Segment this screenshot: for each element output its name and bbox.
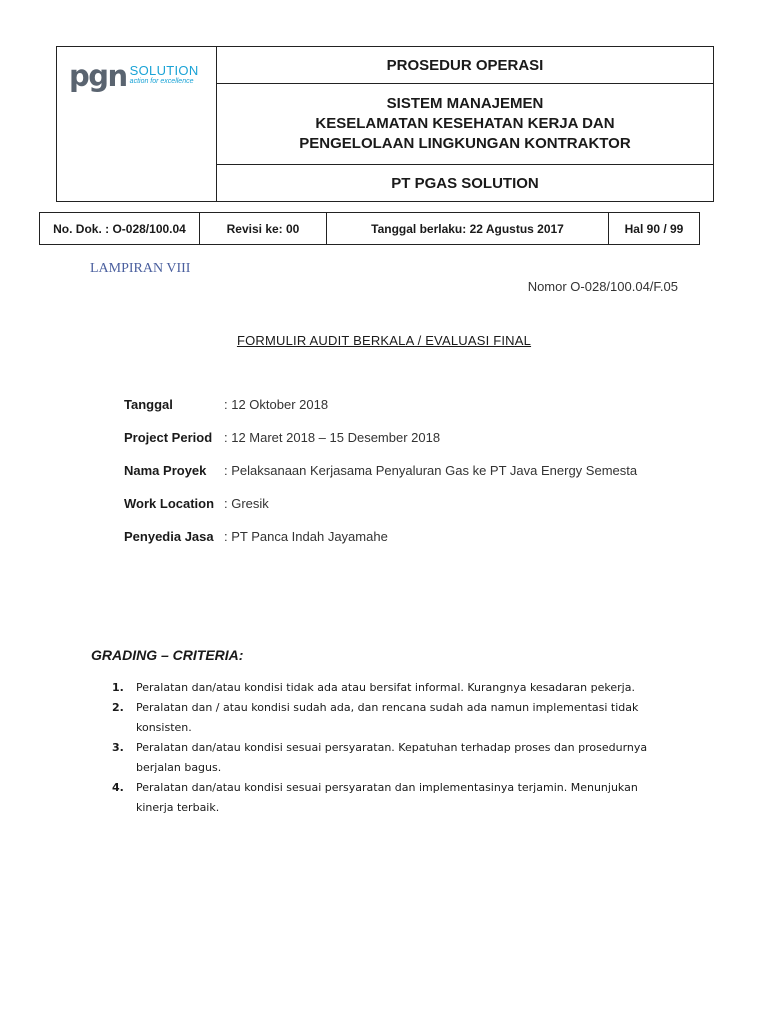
title-column: [217, 47, 713, 201]
field-project-period: [124, 430, 637, 463]
grading-title: GRADING – CRITERIA:: [91, 647, 244, 663]
company-title: PT PGAS SOLUTION: [391, 174, 539, 192]
doc-number: No. Dok. : O-028/100.04: [40, 213, 200, 244]
form-title: FORMULIR AUDIT BERKALA / EVALUASI FINAL: [236, 333, 532, 348]
document-meta: [39, 212, 700, 245]
field-tanggal: [124, 397, 637, 430]
criteria-item: [112, 678, 657, 698]
system-title-line: KESELAMATAN KESEHATAN KERJA DAN: [315, 115, 615, 132]
criteria-text: Peralatan dan/atau kondisi sesuai persyaratan dan implementasinya terjamin. Menunjukan kinerja terbaik.: [136, 781, 638, 814]
system-title: [217, 84, 713, 165]
document-header: [56, 46, 714, 202]
procedure-title: PROSEDUR OPERASI: [217, 47, 713, 84]
criteria-number: 4.: [112, 781, 124, 794]
field-value: : 12 Maret 2018 – 15 Desember 2018: [224, 430, 441, 445]
field-label: Penyedia Jasa: [124, 529, 214, 544]
field-value: : PT Panca Indah Jayamahe: [224, 529, 388, 544]
field-label: Work Location: [124, 496, 215, 511]
field-label: Project Period: [124, 430, 213, 445]
field-label: Tanggal: [124, 397, 173, 412]
criteria-number: 3.: [112, 741, 124, 754]
company-logo: [69, 61, 199, 91]
effective-date: Tanggal berlaku: 22 Agustus 2017: [327, 213, 609, 244]
system-title-line: SISTEM MANAJEMEN: [386, 95, 544, 112]
attachment-label: LAMPIRAN VIII: [90, 261, 191, 276]
logo-tagline: action for excellence: [129, 78, 194, 85]
field-value: : 12 Oktober 2018: [224, 397, 329, 412]
logo-product: SOLUTION: [129, 63, 199, 78]
criteria-number: 1.: [112, 681, 124, 694]
criteria-text: Peralatan dan/atau kondisi tidak ada atau bersifat informal. Kurangnya kesadaran pekerja.: [136, 681, 635, 694]
criteria-item: [112, 698, 657, 738]
criteria-text: Peralatan dan / atau kondisi sudah ada, dan rencana sudah ada namun implementasi tidak konsisten.: [136, 701, 639, 734]
field-value: : Pelaksanaan Kerjasama Penyaluran Gas ke PT Java Energy Semesta: [224, 463, 638, 478]
field-label: Nama Proyek: [124, 463, 207, 478]
form-fields: [124, 397, 637, 562]
revision: Revisi ke: 00: [200, 213, 327, 244]
system-title-line: PENGELOLAAN LINGKUNGAN KONTRAKTOR: [299, 135, 631, 152]
field-penyedia-jasa: [124, 529, 637, 562]
criteria-list: [112, 678, 657, 818]
criteria-text: Peralatan dan/atau kondisi sesuai persyaratan. Kepatuhan terhadap proses dan prosedurnya berjalan bagus.: [136, 741, 648, 774]
form-number: Nomor O-028/100.04/F.05: [527, 279, 678, 294]
criteria-number: 2.: [112, 701, 124, 714]
logo-brand: pgn: [69, 59, 127, 93]
field-work-location: [124, 496, 637, 529]
criteria-item: [112, 738, 657, 778]
criteria-item: [112, 778, 657, 818]
page-number: Hal 90 / 99: [624, 221, 684, 236]
field-nama-proyek: [124, 463, 637, 496]
field-value: : Gresik: [224, 496, 269, 511]
logo-cell: [57, 47, 217, 201]
